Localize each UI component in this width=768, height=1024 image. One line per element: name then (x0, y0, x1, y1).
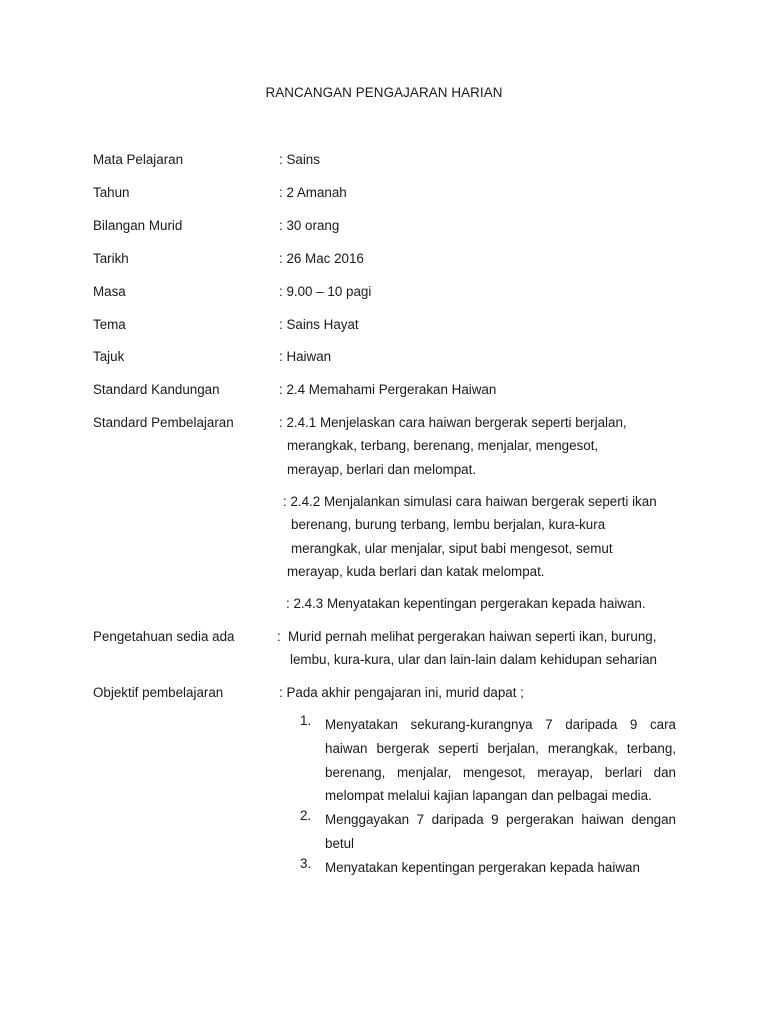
field-label-tahun: Tahun (93, 185, 130, 200)
field-value-mata-pelajaran: : Sains (279, 152, 320, 167)
field-label-tarikh: Tarikh (93, 251, 129, 266)
field-label-masa: Masa (93, 284, 126, 299)
field-label-objektif: Objektif pembelajaran (93, 685, 224, 700)
field-value-tarikh: : 26 Mac 2016 (279, 251, 364, 266)
field-value-standard-kandungan: : 2.4 Memahami Pergerakan Haiwan (279, 382, 497, 397)
sp-2-4-2-line-2: berenang, burung terbang, lembu berjalan, kura-kura (291, 517, 606, 532)
sp-2-4-2-line-3: merangkak, ular menjalar, siput babi mengesot, semut (291, 541, 613, 556)
objektif-item-text: Menyatakan sekurang-kurangnya 7 daripada 9 cara haiwan bergerak seperti berjalan, merangkak, terbang, berenang, menjalar, mengesot, merayap, berlari dan melompat melalui kajian lapangan dan pelbagai media. (325, 717, 676, 804)
field-label-mata-pelajaran: Mata Pelajaran (93, 152, 184, 167)
objektif-item (300, 713, 676, 808)
field-label-tema: Tema (93, 317, 126, 332)
field-label-bilangan-murid: Bilangan Murid (93, 218, 183, 233)
field-value-tajuk: : Haiwan (279, 349, 332, 364)
sp-2-4-2-line-1: : 2.4.2 Menjalankan simulasi cara haiwan bergerak seperti ikan (283, 494, 657, 509)
objektif-item (300, 808, 676, 856)
sp-2-4-1-line-3: merayap, berlari dan melompat. (287, 462, 477, 477)
sp-2-4-1-line-2: merangkak, terbang, berenang, menjalar, mengesot, (287, 438, 599, 453)
field-value-tahun: : 2 Amanah (279, 185, 347, 200)
pengetahuan-line-1: Murid pernah melihat pergerakan haiwan seperti ikan, burung, (288, 629, 657, 644)
field-label-pengetahuan: Pengetahuan sedia ada (93, 629, 235, 644)
field-value-tema: : Sains Hayat (279, 317, 359, 332)
sp-2-4-3-line-1: : 2.4.3 Menyatakan kepentingan pergerakan kepada haiwan. (286, 596, 646, 611)
document-title: RANCANGAN PENGAJARAN HARIAN (265, 85, 503, 100)
objektif-item-number: 1. (300, 713, 312, 728)
pengetahuan-line-2: lembu, kura-kura, ular dan lain-lain dalam kehidupan seharian (290, 652, 657, 667)
field-label-standard-pembelajaran: Standard Pembelajaran (93, 415, 234, 430)
objektif-intro: : Pada akhir pengajaran ini, murid dapat ; (279, 685, 524, 700)
field-label-standard-kandungan: Standard Kandungan (93, 382, 220, 397)
sp-2-4-1-line-1: : 2.4.1 Menjelaskan cara haiwan bergerak seperti berjalan, (279, 415, 627, 430)
field-value-masa: : 9.00 – 10 pagi (279, 284, 372, 299)
objektif-item-text: Menyatakan kepentingan pergerakan kepada haiwan (325, 859, 640, 875)
objektif-item-number: 3. (300, 855, 312, 871)
sp-2-4-2-line-4: merayap, kuda berlari dan katak melompat. (287, 564, 545, 579)
objektif-list (300, 713, 676, 880)
pengetahuan-colon: : (277, 629, 281, 644)
field-label-tajuk: Tajuk (93, 349, 125, 364)
field-value-bilangan-murid: : 30 orang (279, 218, 340, 233)
objektif-item (300, 856, 676, 880)
objektif-item-number: 2. (300, 808, 312, 824)
objektif-item-text: Menggayakan 7 daripada 9 pergerakan haiwan dengan betul (325, 812, 676, 851)
